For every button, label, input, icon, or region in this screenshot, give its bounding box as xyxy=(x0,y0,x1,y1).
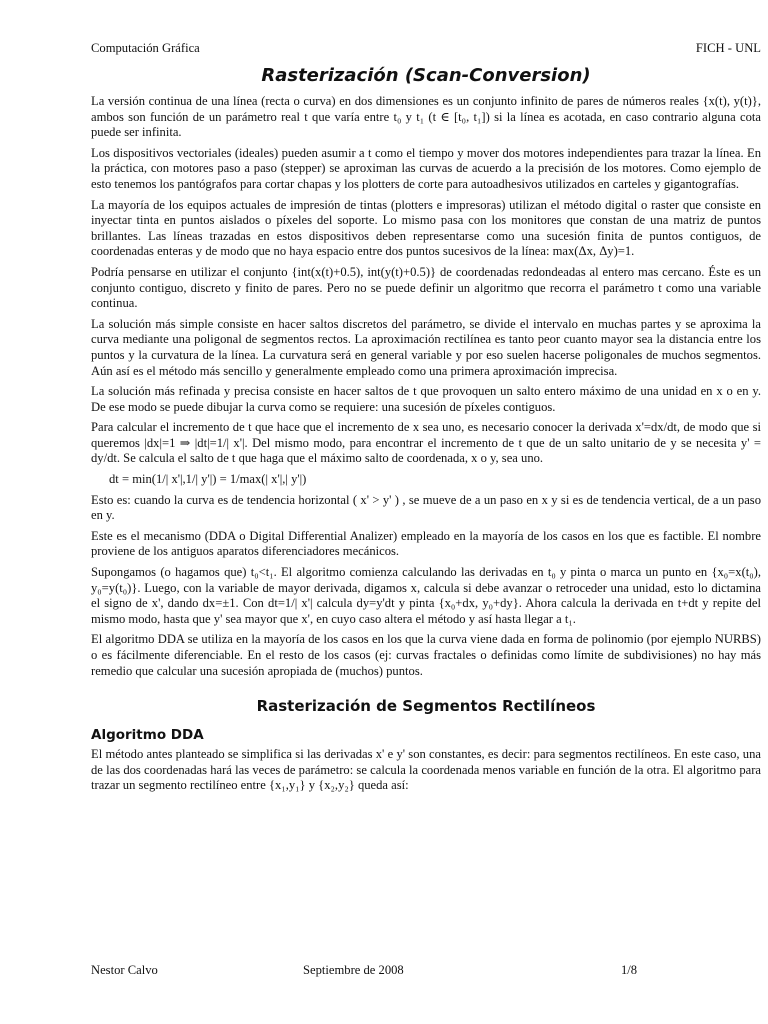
header-left: Computación Gráfica xyxy=(91,41,200,55)
page-header xyxy=(91,40,761,60)
footer-date: Septiembre de 2008 xyxy=(303,963,404,977)
subsection-heading: Algoritmo DDA xyxy=(91,727,204,744)
paragraph: Este es el mecanismo (DDA o Digital Differential Analizer) empleado en la mayoría de los casos en los que es factible. El nombre proviene de los antiguos aparatos diferenciadores mecánicos. xyxy=(91,528,761,559)
document-page xyxy=(91,40,761,799)
paragraph: El algoritmo DDA se utiliza en la mayoría de los casos en los que la curva viene dada en forma de polinomio (por ejemplo NURBS) o es fácilmente diferenciable. En el resto de los casos (ej: curvas fractales o definidas como límite de subdivisiones) no hay más remedio que calcular una sucesión apropiada de (muchos) puntos. xyxy=(91,632,761,678)
paragraph: La solución más refinada y precisa consiste en hacer saltos de t que provoquen un salto entero máximo de una unidad en x o en y. De ese modo se puede dibujar la curva como se requiere: una sucesión de píxeles contiguos. xyxy=(91,384,761,414)
paragraph: La versión continua de una línea (recta o curva) en dos dimensiones es un conjunto infinito de pares de números reales {x(t), y(t)}, ambos son función de un parámetro real t que varía entre t₀ y t₁ (t ∈ [t₀, t₁]) si la línea es acotada, en caso contrario alguna cota puede ser infinita. xyxy=(91,94,761,140)
paragraph: La solución más simple consiste en hacer saltos discretos del parámetro, se divide el intervalo en muchas partes y se aproxima la curva mediante una poligonal de segmentos rectos. La aproximación rectilínea es tanto peor cuanto mayor sea la distancia entre los puntos y la curvatura de la línea. La curvatura será en general variable y por eso suelen hacerse poligonales de muchos segmentos. Aún así es el método más sencillo y generalmente empleado como una primera aproximación imprecisa. xyxy=(91,316,761,378)
paragraph: Para calcular el incremento de t que hace que el incremento de x sea uno, es necesario conocer la derivada x'=dx/dt, de modo que si queremos |dx|=1 ⇒ |dt|=1/| x'|. Del mismo modo, para encontrar el incremento de t que de un salto unitario de y se necesita y' = dy/dt. Se calcula el salto de t que haga que el máximo salto de coordenada, x o y, sea uno. xyxy=(91,420,761,466)
formula: dt = min(1/| x'|,1/| y'|) = 1/max(| x'|,| y'|) xyxy=(109,472,307,487)
paragraph: Los dispositivos vectoriales (ideales) pueden asumir a t como el tiempo y mover dos motores independientes para trazar la línea. En la práctica, con motores paso a paso (stepper) se aproximan las curvas de acuerdo a la precisión de los motores. Como ejemplo de esto tenemos los pantógrafos para cortar chapas y los plotters de corte para autoadhesivos utilizados en carteles y gigantografías. xyxy=(91,145,761,191)
footer-author: Nestor Calvo xyxy=(91,963,158,977)
paragraph: Esto es: cuando la curva es de tendencia horizontal ( x' > y' ) , se mueve de a un paso en x y si es de tendencia vertical, de a un paso en y. xyxy=(91,492,761,523)
section-heading: Rasterización de Segmentos Rectilíneos xyxy=(256,697,596,716)
paragraph: Supongamos (o hagamos que) t₀<t₁. El algoritmo comienza calculando las derivadas en t₀ y pinta o marca un punto en {x₀=x(t₀), y₀=y(t₀)}. Luego, con la variable de mayor derivada, digamos x, calcula si debe avanzar o retroceder una unidad, esto lo dictamina el signo de x', dando dx=±1. Con dt=1/| x'| calcula dy=y'dt y pinta {x₀+dx, y₀+dy}. Ahora calcula la derivada en t+dt y repite del mismo modo, hasta que y' sea mayor que x', en cuyo caso altera el método y así hasta llegar a t₁. xyxy=(91,565,761,626)
footer-page-number: 1/8 xyxy=(621,963,638,977)
paragraph: Podría pensarse en utilizar el conjunto {int(x(t)+0.5), int(y(t)+0.5)} de coordenadas redondeadas al entero mas cercano. Éste es un conjunto contiguo, discreto y finito de pares. Pero no se puede definir un algoritmo que recorra el parámetro t como una variable continua. xyxy=(91,264,761,311)
header-right: FICH - UNL xyxy=(695,41,761,55)
paragraph: El método antes planteado se simplifica si las derivadas x' e y' son constantes, es decir: para segmentos rectilíneos. En este caso, una de las dos coordenadas hará las veces de parámetro: se calcula la coordenada menos variable en función de la otra. El algoritmo para trazar un segmento rectilíneo entre {x₁,y₁} y {x₂,y₂} queda así: xyxy=(91,747,761,793)
paragraph: La mayoría de los equipos actuales de impresión de tintas (plotters e impresoras) utilizan el método digital o raster que consiste en inyectar tinta en puntos aislados o píxeles del soporte. Lo mismo pasa con los monitores que constan de una matriz de puntos brillantes. Las líneas trazadas en estos dispositivos deben representarse como una sucesión finita de puntos contiguos, de coordenadas enteras y de modo que no haya espacio entre dos puntos sucesivos de la línea: max(Δx, Δy)=1. xyxy=(91,197,761,259)
page-title: Rasterización (Scan-Conversion) xyxy=(261,65,591,86)
